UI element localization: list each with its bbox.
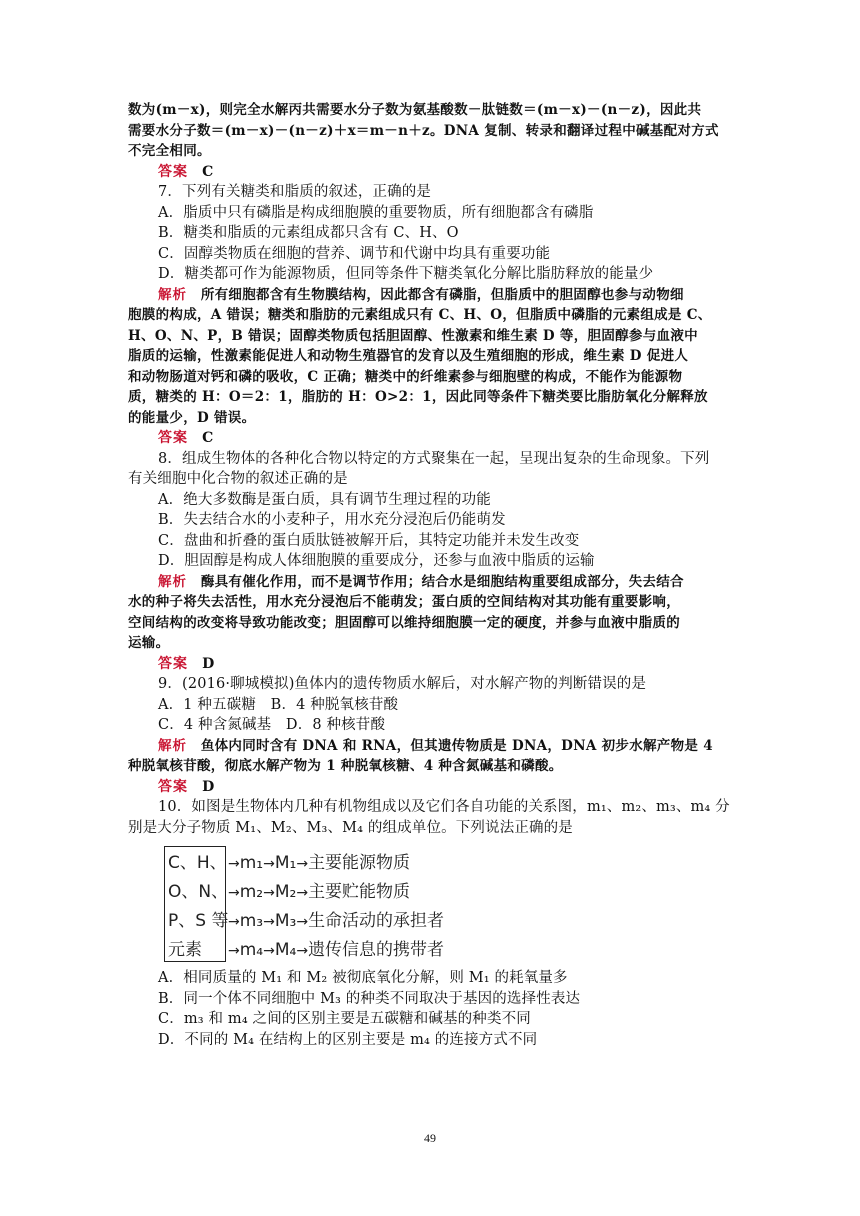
- q7-answer: [128, 428, 736, 449]
- explain-label: 解析: [158, 573, 187, 590]
- macro-label: M₁: [274, 853, 297, 873]
- macro-label: M₂: [274, 882, 297, 902]
- answer-value: C: [202, 430, 214, 446]
- q8-stem: 8．组成生物体的各种化合物以特定的方式聚集在一起，呈现出复杂的生命现象。下列: [158, 450, 710, 467]
- answer-label: 答案: [158, 430, 188, 446]
- q9-options-cd: C．4 种含氮碱基 D．8 种核苷酸: [158, 717, 386, 733]
- q8-option-a: A．绝大多数酶是蛋白质，具有调节生理过程的功能: [158, 491, 491, 508]
- q8-explanation-line: 运输。: [128, 635, 170, 651]
- q7-explanation-line: 胞膜的构成，A 错误；糖类和脂肪的元素组成只有 C、H、O，但脂质中磷脂的元素组成是 C、: [128, 307, 712, 323]
- q7-stem: 7．下列有关糖类和脂质的叙述，正确的是: [158, 184, 432, 200]
- diagram-row-4: [228, 935, 444, 960]
- q7-explanation-line: 的能量少，D 错误。: [128, 409, 256, 426]
- q9-explanation: [128, 736, 736, 757]
- arrow-icon: →: [263, 856, 275, 872]
- q10-option-a: A．相同质量的 M₁ 和 M₂ 被彻底氧化分解，则 M₁ 的耗氧量多: [158, 970, 568, 986]
- arrow-icon: →: [263, 914, 275, 930]
- diagram-row-2: [228, 877, 410, 902]
- arrow-icon: →: [228, 943, 240, 959]
- q8-explanation-text: 酶具有催化作用，而不是调节作用；结合水是细胞结构重要组成部分，失去结合: [200, 573, 684, 590]
- q9-explanation-text: 鱼体内同时含有 DNA 和 RNA，但其遗传物质是 DNA，DNA 初步水解产物是 4: [200, 737, 713, 754]
- arrow-icon: →: [263, 943, 275, 959]
- q7-explanation-line: 和动物肠道对钙和磷的吸收，C 正确；糖类中的纤维素参与细胞壁的构成，不能作为能源物: [128, 368, 683, 385]
- function-label: 主要能源物质: [308, 853, 411, 873]
- arrow-icon: →: [296, 914, 309, 930]
- arrow-icon: →: [228, 885, 240, 901]
- function-label: 生命活动的承担者: [308, 911, 445, 931]
- q8-explanation-line: 水的种子将失去活性，用水充分浸泡后不能萌发；蛋白质的空间结构对其功能有重要影响，: [128, 594, 680, 610]
- q7-option-a: A．脂质中只有磷脂是构成细胞膜的重要物质，所有细胞都含有磷脂: [158, 204, 594, 221]
- q9-answer: [128, 777, 736, 798]
- q7-option-b: B．糖类和脂质的元素组成都只含有 C、H、O: [158, 225, 459, 241]
- q7-option-c: C．固醇类物质在细胞的营养、调节和代谢中均具有重要功能: [158, 245, 551, 262]
- q7-explanation-text: 所有细胞都含有生物膜结构，因此都含有磷脂，但脂质中的胆固醇也参与动物细: [200, 286, 684, 303]
- q10-option-b: B．同一个体不同细胞中 M₃ 的种类不同取决于基因的选择性表达: [158, 990, 581, 1007]
- arrow-icon: →: [263, 885, 275, 901]
- q7-explanation-line: 脂质的运输，性激素能促进人和动物生殖器官的发育以及生殖细胞的形成，维生素 D 促进人: [128, 348, 689, 364]
- function-label: 主要贮能物质: [308, 882, 411, 902]
- element-label: 元素: [168, 940, 202, 960]
- q7-explanation: [128, 285, 736, 306]
- unit-label: m₄: [239, 940, 264, 960]
- q6-answer: [128, 162, 736, 183]
- q10-option-c: C．m₃ 和 m₄ 之间的区别主要是五碳糖和碱基的种类不同: [158, 1011, 531, 1027]
- function-label: 遗传信息的携带者: [308, 940, 445, 960]
- q7-explanation-line: H、O、N、P，B 错误；固醇类物质包括胆固醇、性激素和维生素 D 等，胆固醇参与血液中: [128, 327, 698, 344]
- q8-explanation: [128, 572, 736, 593]
- arrow-icon: →: [228, 856, 240, 872]
- element-label: P、S 等: [168, 911, 229, 931]
- answer-value: D: [202, 778, 215, 795]
- unit-label: m₁: [239, 853, 264, 873]
- diagram-row-3: [228, 906, 444, 931]
- arrow-icon: →: [296, 943, 309, 959]
- answer-value: C: [202, 163, 214, 180]
- q9-options-ab: A．1 种五碳糖 B．4 种脱氧核苷酸: [158, 696, 399, 713]
- answer-label: 答案: [158, 163, 188, 180]
- page-number: 49: [424, 1131, 436, 1145]
- q8-answer: [128, 654, 736, 675]
- q7-explanation-line: 质，糖类的 H：O＝2：1，脂肪的 H：O>2：1，因此同等条件下糖类要比脂肪氧化分解释放: [128, 389, 708, 405]
- element-label: O、N、: [168, 882, 229, 902]
- q8-option-c: C．盘曲和折叠的蛋白质肽链被解开后，其特定功能并未发生改变: [158, 532, 580, 549]
- q8-stem-line: 有关细胞中化合物的叙述正确的是: [128, 471, 348, 487]
- q6-explanation-line: 需要水分子数＝(m－x)－(n－z)＋x＝m－n＋z。DNA 复制、转录和翻译过程中碱基配对方式: [128, 122, 719, 139]
- diagram-row-1: [228, 848, 410, 873]
- unit-label: m₂: [239, 882, 264, 902]
- arrow-icon: →: [296, 856, 309, 872]
- element-label: C、H、: [168, 853, 227, 873]
- q8-option-b: B．失去结合水的小麦种子，用水充分浸泡后仍能萌发: [158, 512, 506, 528]
- q7-option-d: D．糖类都可作为能源物质，但同等条件下糖类氧化分解比脂肪释放的能量少: [158, 266, 654, 282]
- explain-label: 解析: [158, 737, 187, 754]
- answer-label: 答案: [158, 655, 188, 672]
- arrow-icon: →: [228, 914, 240, 930]
- organic-compound-diagram: [164, 844, 504, 964]
- arrow-icon: →: [296, 885, 309, 901]
- q10-option-d: D．不同的 M₄ 在结构上的区别主要是 m₄ 的连接方式不同: [158, 1031, 538, 1048]
- q6-explanation-line: 不完全相同。: [128, 143, 211, 159]
- explain-label: 解析: [158, 286, 187, 303]
- answer-label: 答案: [158, 778, 188, 795]
- q8-explanation-line: 空间结构的改变将导致功能改变；胆固醇可以维持细胞膜一定的硬度，并参与血液中脂质的: [128, 614, 680, 631]
- q9-explanation-line: 种脱氧核苷酸，彻底水解产物为 1 种脱氧核糖、4 种含氮碱基和磷酸。: [128, 758, 563, 774]
- macro-label: M₄: [274, 940, 297, 960]
- unit-label: m₃: [239, 911, 264, 931]
- macro-label: M₃: [274, 911, 297, 931]
- q10-stem: 10．如图是生物体内几种有机物组成以及它们各自功能的关系图，m₁、m₂、m₃、m₄ 分: [158, 799, 730, 815]
- q10-stem-line: 别是大分子物质 M₁、M₂、M₃、M₄ 的组成单位。下列说法正确的是: [128, 819, 573, 836]
- q6-explanation-line: 数为(m－x)，则完全水解丙共需要水分子数为氨基酸数－肽链数＝(m－x)－(n－z)，因此共: [128, 102, 702, 118]
- document-page: [128, 100, 736, 1050]
- q9-stem: 9．(2016·聊城模拟)鱼体内的遗传物质水解后，对水解产物的判断错误的是: [158, 676, 647, 692]
- answer-value: D: [202, 655, 215, 672]
- q8-option-d: D．胆固醇是构成人体细胞膜的重要成分，还参与血液中脂质的运输: [158, 553, 595, 569]
